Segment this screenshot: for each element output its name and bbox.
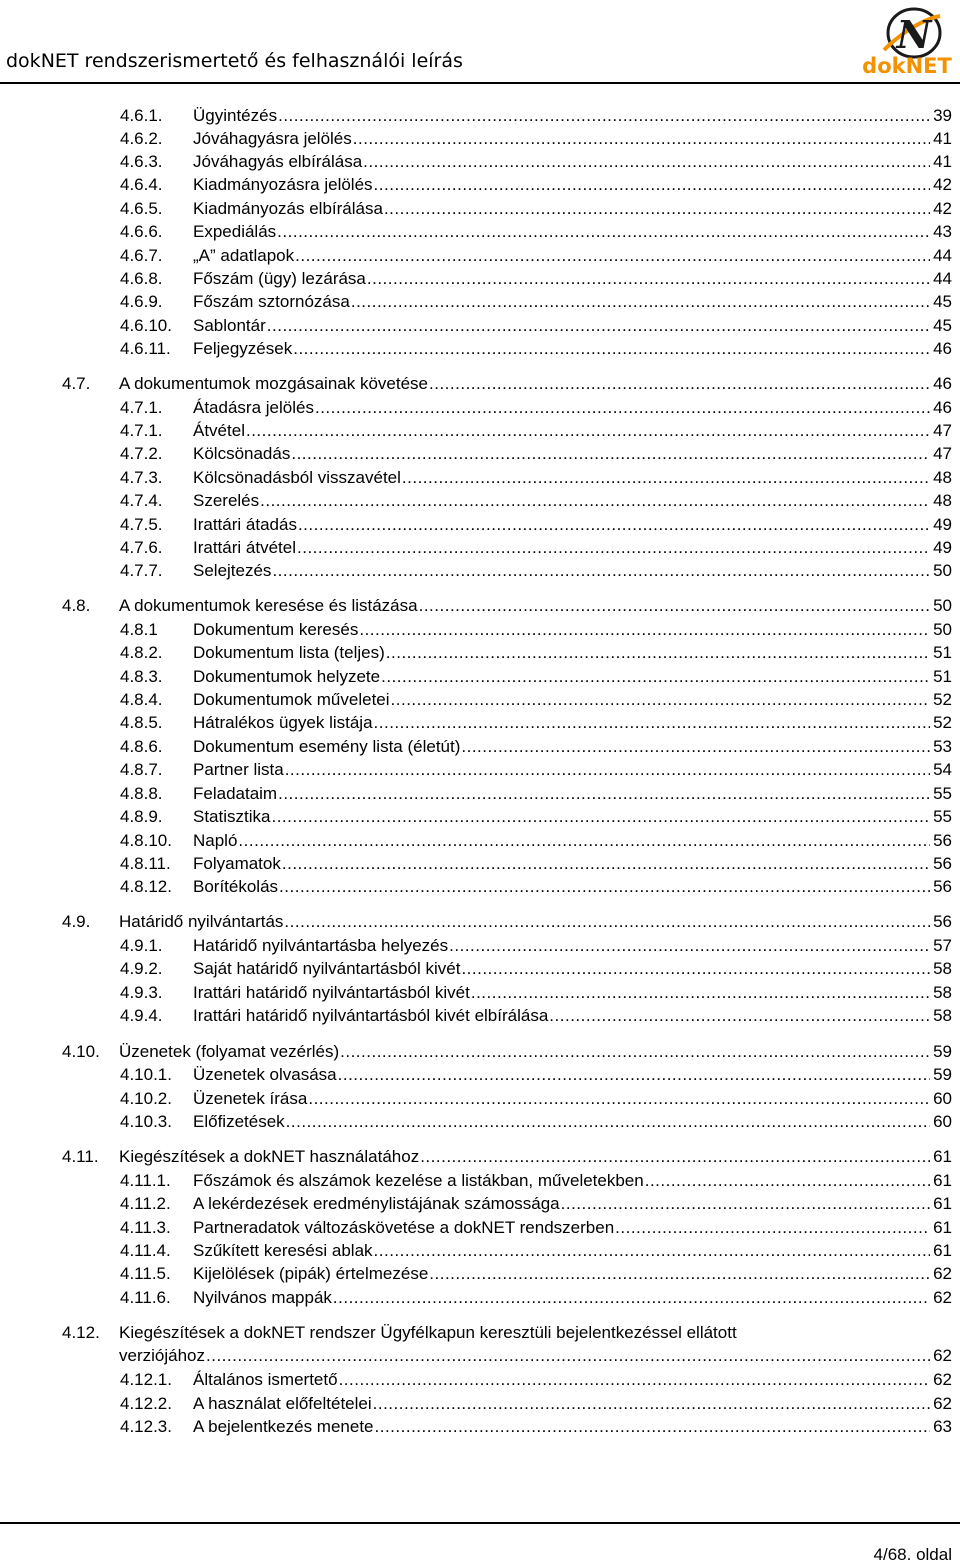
toc-entry[interactable] <box>120 1192 952 1215</box>
toc-entry-title: Irattári határidő nyilvántartásból kivét <box>193 983 470 1002</box>
toc-entry-page: 56 <box>933 912 952 931</box>
dot-leader <box>279 875 930 898</box>
toc-entry-title: Kiadmányozás elbírálása <box>193 199 383 218</box>
toc-entry[interactable] <box>120 419 952 442</box>
toc-entry-number: 4.6.8. <box>120 269 163 288</box>
dot-leader <box>461 735 930 758</box>
toc-entry-title: Feladataim <box>193 784 278 803</box>
toc-entry[interactable] <box>120 1392 952 1415</box>
toc-entry-number: 4.8.6. <box>120 737 163 756</box>
toc-entry-title: Szűkített keresési ablak <box>193 1241 373 1260</box>
toc-entry-title: Ügyintézés <box>193 106 278 125</box>
toc-entry-title: Selejtezés <box>193 561 272 580</box>
toc-entry[interactable] <box>120 981 952 1004</box>
toc-entry-title: Partner lista <box>193 760 284 779</box>
dot-leader <box>260 489 930 512</box>
toc-entry-page: 48 <box>933 468 952 487</box>
toc-entry-page: 55 <box>933 784 952 803</box>
dot-leader <box>282 852 930 875</box>
toc-entry[interactable] <box>120 314 952 337</box>
toc-entry-number: 4.7.4. <box>120 491 163 510</box>
dot-leader <box>267 314 930 337</box>
toc-entry-page: 62 <box>933 1288 952 1307</box>
toc-entry-title: Saját határidő nyilvántartásból kivét <box>193 959 461 978</box>
toc-entry-number: 4.8.12. <box>120 877 172 896</box>
toc-entry-title: Kölcsönadás <box>193 444 291 463</box>
dot-leader <box>286 1110 930 1133</box>
toc-entry[interactable] <box>120 1216 952 1239</box>
toc-entry-title: Dokumentumok műveletei <box>193 690 390 709</box>
dot-leader <box>238 829 930 852</box>
toc-entry[interactable] <box>120 127 952 150</box>
toc-entry-title: A dokumentumok mozgásainak követése <box>119 374 429 393</box>
toc-entry-title: Általános ismertető <box>193 1370 338 1389</box>
logo-letter: N <box>896 12 932 57</box>
toc-entry-number: 4.8. <box>62 596 91 615</box>
toc-entry-number: 4.10. <box>62 1042 100 1061</box>
toc-entry-title: Üzenetek írása <box>193 1089 308 1108</box>
toc-entry-number: 4.7.1. <box>120 421 163 440</box>
toc-entry-number: 4.8.3. <box>120 667 163 686</box>
dot-leader <box>374 711 931 734</box>
toc-entry[interactable] <box>120 1169 952 1192</box>
toc-entry-page: 59 <box>933 1042 952 1061</box>
dot-leader <box>284 910 930 933</box>
toc-entry-number: 4.7. <box>62 374 91 393</box>
toc-entry-number: 4.6.7. <box>120 246 163 265</box>
toc-entry-title: A használat előfeltételei <box>193 1394 372 1413</box>
dot-leader <box>429 372 930 395</box>
toc-entry-title: Határidő nyilvántartás <box>119 912 284 931</box>
toc-entry-number: 4.9.3. <box>120 983 163 1002</box>
dot-leader <box>293 337 930 360</box>
dot-leader <box>353 127 930 150</box>
toc-entry[interactable] <box>120 735 952 758</box>
toc-entry-page: 50 <box>933 620 952 639</box>
toc-entry-title: Hátralékos ügyek listája <box>193 713 373 732</box>
toc-entry-title: Irattári határidő nyilvántartásból kivét elbírálása <box>193 1006 549 1025</box>
toc-entry-page: 62 <box>933 1394 952 1413</box>
dot-leader <box>561 1192 930 1215</box>
dot-leader <box>615 1216 930 1239</box>
toc-entry-title: Dokumentum keresés <box>193 620 359 639</box>
logo-text: dokNET <box>862 54 952 76</box>
toc-entry-page: 46 <box>933 374 952 393</box>
toc-entry-page: 41 <box>933 152 952 171</box>
toc-entry-title: Jóváhagyásra jelölés <box>193 129 352 148</box>
toc-entry-title: Dokumentumok helyzete <box>193 667 381 686</box>
toc-entry-page: 44 <box>933 246 952 265</box>
toc-entry[interactable] <box>62 1321 952 1367</box>
toc-entry[interactable] <box>120 290 952 313</box>
toc-entry-number: 4.11.4. <box>120 1241 171 1260</box>
dot-leader <box>246 419 930 442</box>
dot-leader <box>419 594 930 617</box>
dot-leader <box>381 665 930 688</box>
toc-entry-page: 58 <box>933 959 952 978</box>
toc-entry[interactable] <box>120 1286 952 1309</box>
dot-leader <box>384 197 930 220</box>
toc-entry[interactable] <box>120 1087 952 1110</box>
toc-entry-page: 55 <box>933 807 952 826</box>
toc-entry[interactable] <box>120 536 952 559</box>
toc-entry-title: Üzenetek (folyamat vezérlés) <box>119 1042 340 1061</box>
dot-leader <box>277 220 930 243</box>
toc-entry-page: 43 <box>933 222 952 241</box>
toc-entry-page: 61 <box>933 1218 952 1237</box>
toc-entry-number: 4.7.7. <box>120 561 163 580</box>
toc-entry-number: 4.6.6. <box>120 222 163 241</box>
toc-entry-number: 4.8.11. <box>120 854 171 873</box>
toc-entry[interactable] <box>62 1040 952 1063</box>
toc-entry-page: 47 <box>933 421 952 440</box>
dot-leader <box>278 104 930 127</box>
toc-entry[interactable] <box>62 1145 952 1168</box>
toc-entry[interactable] <box>120 782 952 805</box>
toc-entry-page: 56 <box>933 877 952 896</box>
toc-entry[interactable] <box>120 513 952 536</box>
dot-leader <box>271 805 930 828</box>
dot-leader <box>391 688 931 711</box>
toc-entry-page: 58 <box>933 1006 952 1025</box>
toc-entry-number: 4.8.1 <box>120 620 158 639</box>
toc-entry-number: 4.8.5. <box>120 713 163 732</box>
toc-entry[interactable] <box>120 688 952 711</box>
toc-entry[interactable] <box>120 197 952 220</box>
toc-entry[interactable] <box>120 618 952 641</box>
toc-entry-title: Statisztika <box>193 807 271 826</box>
toc-entry-page: 62 <box>933 1346 952 1365</box>
toc-entry-number: 4.11.2. <box>120 1194 171 1213</box>
dot-leader <box>549 1004 930 1027</box>
toc-entry[interactable] <box>120 1262 952 1285</box>
footer-divider <box>0 1522 960 1524</box>
toc-entry-number: 4.9. <box>62 912 91 931</box>
toc-entry-number: 4.8.7. <box>120 760 163 779</box>
dot-leader <box>420 1145 930 1168</box>
toc-entry[interactable] <box>120 852 952 875</box>
toc-entry[interactable] <box>120 150 952 173</box>
toc-entry-number: 4.10.1. <box>120 1065 172 1084</box>
dot-leader <box>374 1239 931 1262</box>
toc-entry[interactable] <box>120 934 952 957</box>
toc-entry-page: 50 <box>933 596 952 615</box>
toc-entry-page: 42 <box>933 175 952 194</box>
toc-entry[interactable] <box>120 641 952 664</box>
toc-entry-page: 46 <box>933 339 952 358</box>
dot-leader <box>449 934 930 957</box>
toc-entry-title: Nyilvános mappák <box>193 1288 332 1307</box>
toc-entry-page: 60 <box>933 1089 952 1108</box>
toc-entry[interactable] <box>62 594 952 617</box>
toc-entry-title: Irattári átadás <box>193 515 297 534</box>
toc-entry-number: 4.9.4. <box>120 1006 163 1025</box>
toc-entry-number: 4.8.2. <box>120 643 163 662</box>
toc-entry[interactable] <box>120 829 952 852</box>
toc-entry[interactable] <box>120 244 952 267</box>
toc-entry-page: 58 <box>933 983 952 1002</box>
toc-entry-number: 4.8.8. <box>120 784 163 803</box>
dot-leader <box>374 173 931 196</box>
toc-entry-title: Dokumentum esemény lista (életút) <box>193 737 461 756</box>
toc-entry-page: 45 <box>933 316 952 335</box>
dot-leader <box>308 1087 930 1110</box>
toc-entry-page: 61 <box>933 1194 952 1213</box>
toc-entry-page: 62 <box>933 1264 952 1283</box>
toc-entry-title: Kiadmányozásra jelölés <box>193 175 373 194</box>
toc-entry-page: 46 <box>933 398 952 417</box>
toc-entry-title: A lekérdezések eredménylistájának számossága <box>193 1194 560 1213</box>
toc-entry-number: 4.7.2. <box>120 444 163 463</box>
toc-entry-number: 4.11.5. <box>120 1264 171 1283</box>
toc-entry-page: 44 <box>933 269 952 288</box>
dot-leader <box>351 290 930 313</box>
dot-leader <box>315 396 930 419</box>
toc-entry-title: A bejelentkezés menete <box>193 1417 374 1436</box>
toc-entry-title: Expediálás <box>193 222 277 241</box>
toc-entry-page: 47 <box>933 444 952 463</box>
dot-leader <box>272 559 930 582</box>
dot-leader <box>359 618 930 641</box>
page-number: 4/68. oldal <box>873 1545 952 1564</box>
toc-entry-number: 4.6.3. <box>120 152 163 171</box>
toc-entry[interactable] <box>120 442 952 465</box>
header-divider <box>0 82 960 84</box>
toc-entry-page: 51 <box>933 667 952 686</box>
toc-entry-title: Feljegyzések <box>193 339 293 358</box>
toc-entry-page: 51 <box>933 643 952 662</box>
toc-entry-number: 4.6.1. <box>120 106 163 125</box>
toc-entry-page: 59 <box>933 1065 952 1084</box>
toc-entry-page: 42 <box>933 199 952 218</box>
dot-leader <box>339 1368 931 1391</box>
dot-leader <box>402 466 930 489</box>
toc-entry-number: 4.11. <box>62 1147 99 1166</box>
toc-entry-title: Kölcsönadásból visszavétel <box>193 468 401 487</box>
toc-entry-number: 4.7.5. <box>120 515 163 534</box>
toc-entry-title: Határidő nyilvántartásba helyezés <box>193 936 449 955</box>
toc-entry-title: „A” adatlapok <box>193 246 295 265</box>
toc-entry-title: Átvétel <box>193 421 245 440</box>
toc-entry-title: A dokumentumok keresése és listázása <box>119 596 418 615</box>
toc-entry-title: Főszám (ügy) lezárása <box>193 269 366 288</box>
toc-entry-number: 4.12.1. <box>120 1370 172 1389</box>
dot-leader <box>206 1344 930 1367</box>
toc-entry-number: 4.6.11. <box>120 339 171 358</box>
toc-entry-number: 4.6.4. <box>120 175 163 194</box>
dot-leader <box>461 957 930 980</box>
toc-entry-number: 4.9.2. <box>120 959 163 978</box>
dot-leader <box>278 782 930 805</box>
toc-entry-title: Átadásra jelölés <box>193 398 314 417</box>
toc-entry-page: 41 <box>933 129 952 148</box>
dot-leader <box>291 442 930 465</box>
dot-leader <box>375 1415 931 1438</box>
toc-entry-title: Kiegészítések a dokNET rendszer Ügyfélkapun keresztüli bejelentkezéssel ellátott <box>119 1323 737 1342</box>
toc-entry-page: 39 <box>933 106 952 125</box>
toc-entry-number: 4.7.6. <box>120 538 163 557</box>
toc-entry-number: 4.6.10. <box>120 316 172 335</box>
toc-entry-page: 61 <box>933 1147 952 1166</box>
toc-entry-page: 61 <box>933 1241 952 1260</box>
toc-entry-page: 48 <box>933 491 952 510</box>
toc-entry[interactable] <box>120 220 952 243</box>
toc-entry-page: 63 <box>933 1417 952 1436</box>
toc-entry[interactable] <box>120 489 952 512</box>
toc-entry-number: 4.9.1. <box>120 936 163 955</box>
toc-entry-page: 56 <box>933 854 952 873</box>
toc-entry-page: 52 <box>933 690 952 709</box>
toc-entry-number: 4.8.10. <box>120 831 172 850</box>
toc-entry-page: 61 <box>933 1171 952 1190</box>
toc-entry[interactable] <box>120 957 952 980</box>
toc-entry[interactable] <box>120 1239 952 1262</box>
toc-entry-number: 4.8.9. <box>120 807 163 826</box>
toc-entry-number: 4.7.1. <box>120 398 163 417</box>
toc-entry-number: 4.10.3. <box>120 1112 172 1131</box>
toc-entry[interactable] <box>120 875 952 898</box>
toc-entry-page: 50 <box>933 561 952 580</box>
toc-entry[interactable] <box>120 559 952 582</box>
dot-leader <box>297 536 930 559</box>
toc-entry-page: 52 <box>933 713 952 732</box>
toc-entry[interactable] <box>120 466 952 489</box>
toc-entry[interactable] <box>120 396 952 419</box>
toc-entry-number: 4.6.5. <box>120 199 163 218</box>
toc-entry[interactable] <box>120 711 952 734</box>
toc-entry-page: 60 <box>933 1112 952 1131</box>
toc-entry-title: Partneradatok változáskövetése a dokNET rendszerben <box>193 1218 615 1237</box>
toc-entry-page: 54 <box>933 760 952 779</box>
toc-entry-number: 4.6.9. <box>120 292 163 311</box>
toc-entry-title: Kiegészítések a dokNET használatához <box>119 1147 420 1166</box>
toc-entry-title-continued: verziójához <box>119 1346 205 1365</box>
toc-entry-page: 49 <box>933 515 952 534</box>
toc-entry-title: Napló <box>193 831 238 850</box>
document-title: dokNET rendszerismertető és felhasználói leírás <box>6 50 463 72</box>
dot-leader <box>367 267 930 290</box>
dot-leader <box>295 244 930 267</box>
toc-entry-title: Borítékolás <box>193 877 279 896</box>
toc-entry[interactable] <box>120 104 952 127</box>
toc-entry[interactable] <box>120 665 952 688</box>
toc-entry[interactable] <box>120 1415 952 1438</box>
dot-leader <box>338 1063 930 1086</box>
toc-entry-number: 4.12.3. <box>120 1417 172 1436</box>
toc-entry[interactable] <box>120 1004 952 1027</box>
toc-entry-title: Előfizetések <box>193 1112 285 1131</box>
toc-entry-title: Szerelés <box>193 491 260 510</box>
toc-entry-number: 4.10.2. <box>120 1089 172 1108</box>
toc-entry-page: 53 <box>933 737 952 756</box>
toc-entry[interactable] <box>62 910 952 933</box>
dot-leader <box>429 1262 930 1285</box>
toc-entry-number: 4.12.2. <box>120 1394 172 1413</box>
toc-entry[interactable] <box>120 805 952 828</box>
dot-leader <box>298 513 930 536</box>
toc-entry-page: 57 <box>933 936 952 955</box>
dot-leader <box>645 1169 930 1192</box>
dot-leader <box>333 1286 930 1309</box>
toc-entry-title: Főszámok és alszámok kezelése a listákban, műveletekben <box>193 1171 644 1190</box>
toc-entry-page: 62 <box>933 1370 952 1389</box>
toc-entry-page: 45 <box>933 292 952 311</box>
toc-entry-title: Folyamatok <box>193 854 281 873</box>
toc-entry-page: 49 <box>933 538 952 557</box>
toc-entry[interactable] <box>120 1063 952 1086</box>
toc-entry-title: Főszám sztornózása <box>193 292 350 311</box>
dot-leader <box>363 150 930 173</box>
toc-entry[interactable] <box>120 1110 952 1133</box>
toc-entry-number: 4.12. <box>62 1323 100 1342</box>
toc-entry-number: 4.11.3. <box>120 1218 171 1237</box>
toc-entry-page: 56 <box>933 831 952 850</box>
toc-entry-title: Irattári átvétel <box>193 538 296 557</box>
dot-leader <box>285 758 930 781</box>
toc-entry-number: 4.7.3. <box>120 468 163 487</box>
dot-leader <box>340 1040 930 1063</box>
toc-entry[interactable] <box>120 267 952 290</box>
toc-entry[interactable] <box>120 337 952 360</box>
toc-entry-title: Dokumentum lista (teljes) <box>193 643 385 662</box>
dot-leader <box>471 981 930 1004</box>
toc-entry[interactable] <box>120 758 952 781</box>
toc-entry-number: 4.11.1. <box>120 1171 171 1190</box>
toc-entry[interactable] <box>120 173 952 196</box>
toc-entry-title: Kijelölések (pipák) értelmezése <box>193 1264 429 1283</box>
toc-entry-title: Üzenetek olvasása <box>193 1065 337 1084</box>
doknet-logo <box>858 6 956 76</box>
toc-entry-number: 4.6.2. <box>120 129 163 148</box>
toc-entry-title: Sablontár <box>193 316 266 335</box>
dot-leader <box>386 641 930 664</box>
toc-entry-number: 4.11.6. <box>120 1288 171 1307</box>
dot-leader <box>373 1392 930 1415</box>
toc-entry[interactable] <box>62 372 952 395</box>
toc-entry-number: 4.8.4. <box>120 690 163 709</box>
toc-entry[interactable] <box>120 1368 952 1391</box>
toc-entry-title: Jóváhagyás elbírálása <box>193 152 363 171</box>
